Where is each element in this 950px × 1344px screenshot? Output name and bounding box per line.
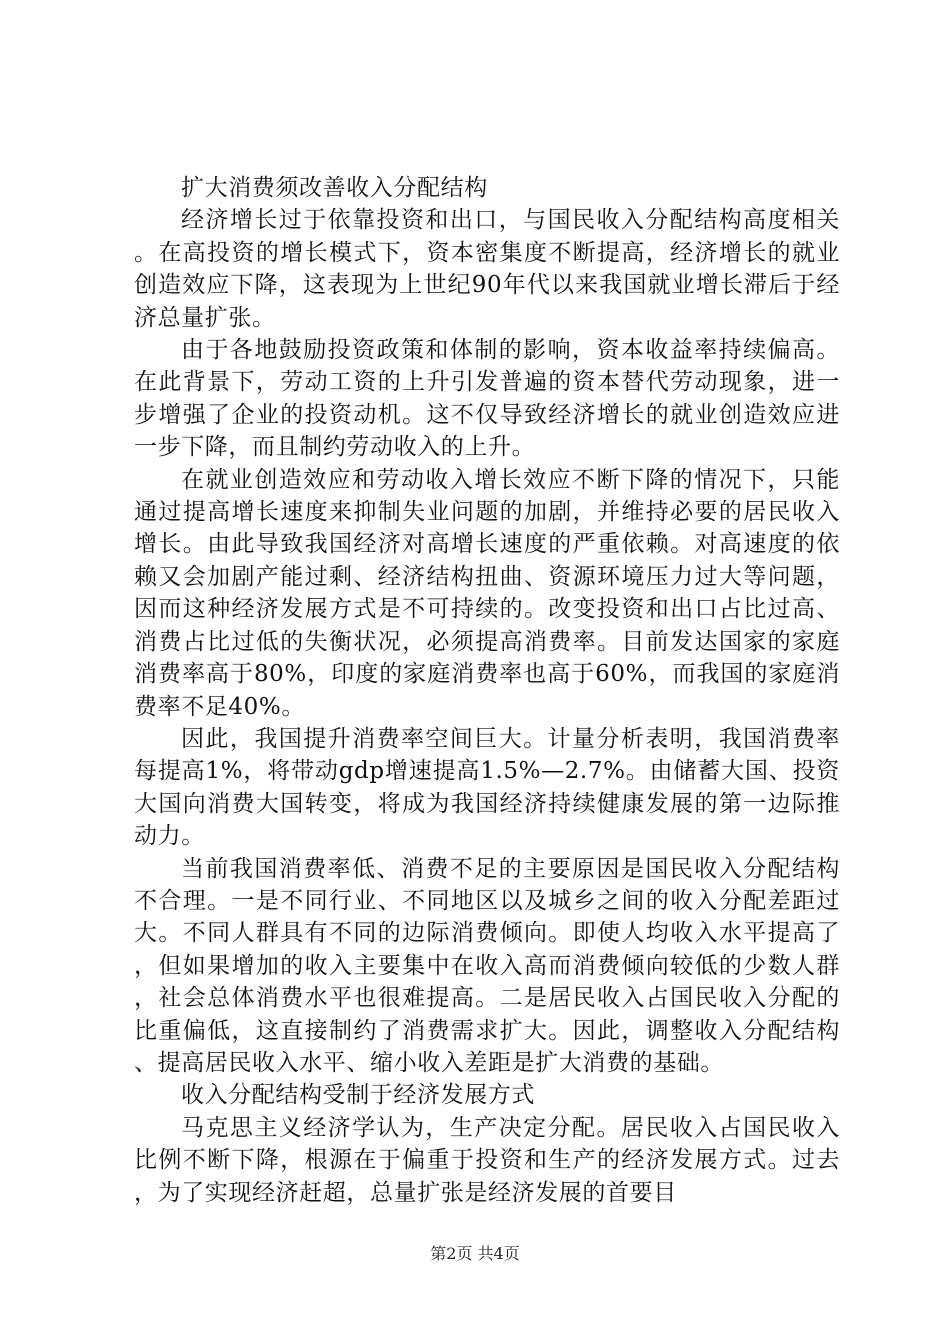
section-heading-consumption: 扩大消费须改善收入分配结构: [181, 175, 488, 201]
paragraph-5: 当前我国消费率低、消费不足的主要原因是国民收入分配结构不合理。一是不同行业、不同地区以及城乡之间的收入分配差距过大。不同人群具有不同的边际消费倾向。即使人均收入水平提高了，但如果增加的收入主要集中在收入高而消费倾向较低的少数人群，社会总体消费水平也很难提高。二是居民收入占国民收入分配的比重偏低，这直接制约了消费需求扩大。因此，调整收入分配结构、提高居民收入水平、缩小收入差距是扩大消费的基础。: [134, 855, 840, 1076]
section-heading-distribution: 收入分配结构受制于经济发展方式: [181, 1082, 535, 1109]
page-number-footer: 第2页 共4页: [430, 1244, 520, 1263]
document-body: [134, 172, 840, 1209]
paragraph-2: 由于各地鼓励投资政策和体制的影响，资本收益率持续偏高。在此背景下，劳动工资的上升引发普遍的资本替代劳动现象，进一步增强了企业的投资动机。这不仅导致经济增长的就业创造效应进一步下降，而且制约劳动收入的上升。: [134, 337, 840, 461]
paragraph-1: 经济增长过于依靠投资和出口，与国民收入分配结构高度相关。在高投资的增长模式下，资本密集度不断提高，经济增长的就业创造效应下降，这表现为上世纪90年代以来我国就业增长滞后于经济总量扩张。: [134, 207, 840, 331]
paragraph-4: 因此，我国提升消费率空间巨大。计量分析表明，我国消费率每提高1%，将带动gdp增速提高1.5%—2.7%。由储蓄大国、投资大国向消费大国转变，将成为我国经济持续健康发展的第一边际推动力。: [134, 725, 840, 850]
paragraph-3: 在就业创造效应和劳动收入增长效应不断下降的情况下，只能通过提高增长速度来抑制失业问题的加剧，并维持必要的居民收入增长。由此导致我国经济对高增长速度的严重依赖。对高速度的依赖又会加剧产能过剩、经济结构扭曲、资源环境压力过大等问题，因而这种经济发展方式是不可持续的。改变投资和出口占比过高、消费占比过低的失衡状况，必须提高消费率。目前发达国家的家庭消费率高于80%，印度的家庭消费率也高于60%，而我国的家庭消费率不足40%。: [134, 466, 840, 720]
paragraph-6: 马克思主义经济学认为，生产决定分配。居民收入占国民收入比例不断下降，根源在于偏重于投资和生产的经济发展方式。过去，为了实现经济赶超，总量扩张是经济发展的首要目: [134, 1114, 840, 1206]
